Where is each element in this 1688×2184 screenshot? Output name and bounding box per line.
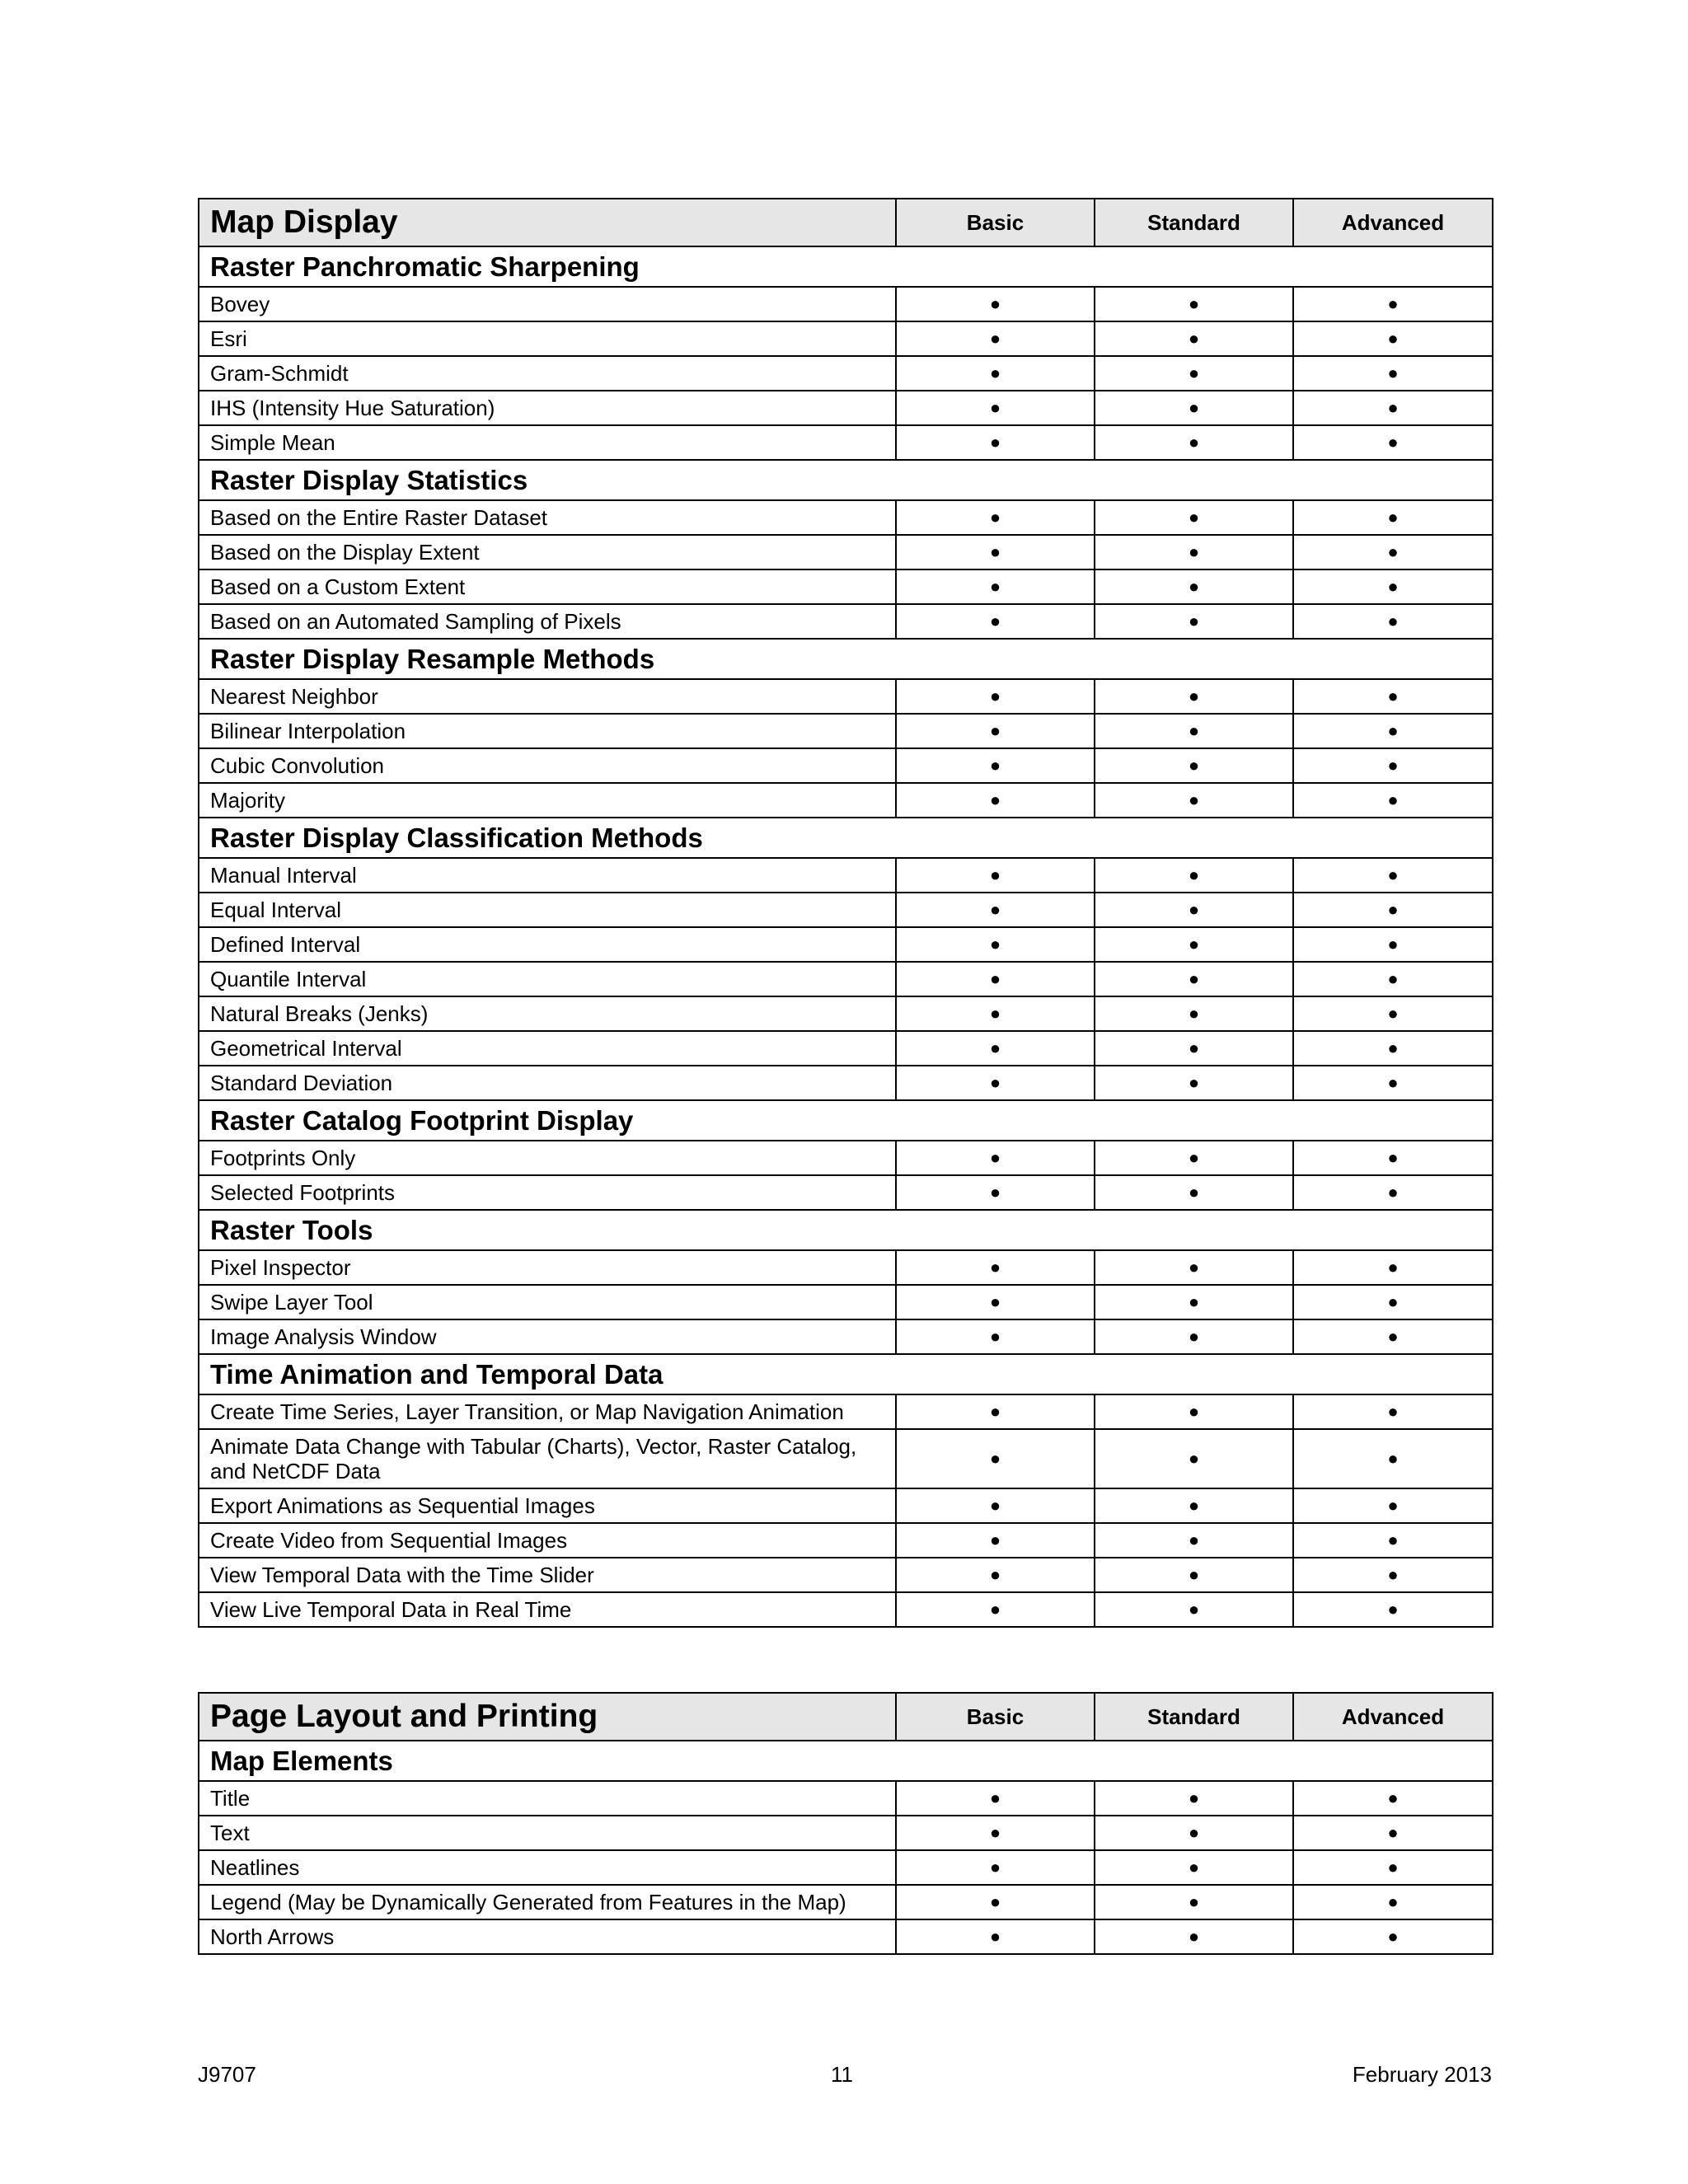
availability-dot-basic: ● (896, 1816, 1095, 1850)
table-row (199, 391, 1493, 425)
table-row (199, 321, 1493, 356)
availability-dot-basic: ● (896, 1066, 1095, 1100)
feature-name: View Live Temporal Data in Real Time (199, 1592, 896, 1627)
availability-dot-advanced: ● (1293, 535, 1493, 569)
table-title: Page Layout and Printing (199, 1693, 896, 1741)
availability-dot-advanced: ● (1293, 1250, 1493, 1285)
availability-dot-advanced: ● (1293, 1850, 1493, 1885)
availability-dot-basic: ● (896, 1488, 1095, 1523)
availability-dot-advanced: ● (1293, 391, 1493, 425)
availability-dot-basic: ● (896, 604, 1095, 639)
availability-dot-standard: ● (1095, 1592, 1293, 1627)
table-row (199, 1592, 1493, 1627)
availability-dot-standard: ● (1095, 1919, 1293, 1954)
availability-dot-basic: ● (896, 1319, 1095, 1354)
column-header-standard: Standard (1095, 199, 1293, 246)
page-layout-printing-table (198, 1692, 1493, 1955)
availability-dot-basic: ● (896, 1592, 1095, 1627)
table-row (199, 1488, 1493, 1523)
feature-name: Simple Mean (199, 425, 896, 460)
availability-dot-basic: ● (896, 927, 1095, 962)
availability-dot-basic: ● (896, 679, 1095, 714)
feature-name: Pixel Inspector (199, 1250, 896, 1285)
availability-dot-standard: ● (1095, 500, 1293, 535)
availability-dot-standard: ● (1095, 1250, 1293, 1285)
table-row (199, 425, 1493, 460)
availability-dot-advanced: ● (1293, 321, 1493, 356)
table-row (199, 1429, 1493, 1488)
availability-dot-basic: ● (896, 1175, 1095, 1210)
table-row (199, 679, 1493, 714)
availability-dot-advanced: ● (1293, 1558, 1493, 1592)
feature-name: Quantile Interval (199, 962, 896, 996)
availability-dot-standard: ● (1095, 783, 1293, 818)
feature-name: Legend (May be Dynamically Generated from Features in the Map) (199, 1885, 896, 1919)
column-header-basic: Basic (896, 1693, 1095, 1741)
feature-name: Text (199, 1816, 896, 1850)
availability-dot-standard: ● (1095, 996, 1293, 1031)
availability-dot-standard: ● (1095, 893, 1293, 927)
availability-dot-advanced: ● (1293, 356, 1493, 391)
availability-dot-standard: ● (1095, 535, 1293, 569)
availability-dot-standard: ● (1095, 1523, 1293, 1558)
feature-name: Gram-Schmidt (199, 356, 896, 391)
availability-dot-basic: ● (896, 569, 1095, 604)
feature-name: North Arrows (199, 1919, 896, 1954)
feature-name: Equal Interval (199, 893, 896, 927)
availability-dot-basic: ● (896, 1523, 1095, 1558)
availability-dot-basic: ● (896, 321, 1095, 356)
feature-name: Majority (199, 783, 896, 818)
availability-dot-standard: ● (1095, 356, 1293, 391)
availability-dot-standard: ● (1095, 1285, 1293, 1319)
availability-dot-basic: ● (896, 500, 1095, 535)
table-row (199, 714, 1493, 748)
availability-dot-advanced: ● (1293, 927, 1493, 962)
availability-dot-basic: ● (896, 1031, 1095, 1066)
footer-date: February 2013 (1352, 2062, 1492, 2087)
feature-name: Cubic Convolution (199, 748, 896, 783)
availability-dot-basic: ● (896, 1885, 1095, 1919)
availability-dot-advanced: ● (1293, 1066, 1493, 1100)
availability-dot-advanced: ● (1293, 287, 1493, 321)
availability-dot-basic: ● (896, 1394, 1095, 1429)
availability-dot-advanced: ● (1293, 748, 1493, 783)
table-row (199, 1031, 1493, 1066)
availability-dot-advanced: ● (1293, 1141, 1493, 1175)
availability-dot-standard: ● (1095, 1781, 1293, 1816)
availability-dot-advanced: ● (1293, 1429, 1493, 1488)
availability-dot-advanced: ● (1293, 1394, 1493, 1429)
section-title: Raster Display Resample Methods (199, 639, 1493, 679)
table-row (199, 748, 1493, 783)
table-row (199, 569, 1493, 604)
availability-dot-advanced: ● (1293, 1488, 1493, 1523)
availability-dot-basic: ● (896, 748, 1095, 783)
table-row (199, 1319, 1493, 1354)
availability-dot-basic: ● (896, 783, 1095, 818)
availability-dot-standard: ● (1095, 569, 1293, 604)
availability-dot-advanced: ● (1293, 996, 1493, 1031)
availability-dot-advanced: ● (1293, 500, 1493, 535)
availability-dot-basic: ● (896, 893, 1095, 927)
availability-dot-advanced: ● (1293, 858, 1493, 893)
feature-name: Animate Data Change with Tabular (Charts), Vector, Raster Catalog, and NetCDF Data (199, 1429, 896, 1488)
availability-dot-standard: ● (1095, 604, 1293, 639)
feature-name: Neatlines (199, 1850, 896, 1885)
section-title: Raster Catalog Footprint Display (199, 1100, 1493, 1141)
feature-name: Based on an Automated Sampling of Pixels (199, 604, 896, 639)
section-row (199, 246, 1493, 287)
availability-dot-standard: ● (1095, 1394, 1293, 1429)
table-row (199, 1781, 1493, 1816)
column-header-standard: Standard (1095, 1693, 1293, 1741)
availability-dot-standard: ● (1095, 1175, 1293, 1210)
availability-dot-advanced: ● (1293, 569, 1493, 604)
availability-dot-advanced: ● (1293, 1319, 1493, 1354)
feature-name: IHS (Intensity Hue Saturation) (199, 391, 896, 425)
availability-dot-basic: ● (896, 356, 1095, 391)
table-title: Map Display (199, 199, 896, 246)
table-row (199, 1141, 1493, 1175)
availability-dot-standard: ● (1095, 858, 1293, 893)
availability-dot-basic: ● (896, 391, 1095, 425)
feature-name: Natural Breaks (Jenks) (199, 996, 896, 1031)
availability-dot-advanced: ● (1293, 1919, 1493, 1954)
availability-dot-standard: ● (1095, 1816, 1293, 1850)
feature-name: Manual Interval (199, 858, 896, 893)
section-title: Time Animation and Temporal Data (199, 1354, 1493, 1394)
feature-name: Based on the Entire Raster Dataset (199, 500, 896, 535)
table-row (199, 1850, 1493, 1885)
table-row (199, 287, 1493, 321)
availability-dot-advanced: ● (1293, 783, 1493, 818)
section-title: Raster Tools (199, 1210, 1493, 1250)
availability-dot-advanced: ● (1293, 1885, 1493, 1919)
availability-dot-basic: ● (896, 962, 1095, 996)
availability-dot-basic: ● (896, 714, 1095, 748)
footer-page-number: 11 (831, 2062, 853, 2087)
availability-dot-standard: ● (1095, 748, 1293, 783)
section-title: Raster Display Classification Methods (199, 818, 1493, 858)
feature-name: Footprints Only (199, 1141, 896, 1175)
availability-dot-advanced: ● (1293, 425, 1493, 460)
availability-dot-advanced: ● (1293, 1592, 1493, 1627)
feature-name: Standard Deviation (199, 1066, 896, 1100)
section-title: Raster Display Statistics (199, 460, 1493, 500)
feature-name: Bilinear Interpolation (199, 714, 896, 748)
section-title: Map Elements (199, 1741, 1493, 1781)
feature-name: Create Video from Sequential Images (199, 1523, 896, 1558)
section-row (199, 639, 1493, 679)
availability-dot-basic: ● (896, 858, 1095, 893)
section-title: Raster Panchromatic Sharpening (199, 246, 1493, 287)
availability-dot-standard: ● (1095, 1066, 1293, 1100)
table-row (199, 927, 1493, 962)
table-row (199, 962, 1493, 996)
availability-dot-standard: ● (1095, 391, 1293, 425)
table-row (199, 996, 1493, 1031)
availability-dot-advanced: ● (1293, 1523, 1493, 1558)
table-row (199, 535, 1493, 569)
availability-dot-standard: ● (1095, 287, 1293, 321)
section-row (199, 1210, 1493, 1250)
section-row (199, 460, 1493, 500)
feature-name: Title (199, 1781, 896, 1816)
availability-dot-advanced: ● (1293, 714, 1493, 748)
availability-dot-standard: ● (1095, 679, 1293, 714)
feature-name: Geometrical Interval (199, 1031, 896, 1066)
availability-dot-advanced: ● (1293, 1031, 1493, 1066)
availability-dot-basic: ● (896, 996, 1095, 1031)
feature-name: Selected Footprints (199, 1175, 896, 1210)
availability-dot-standard: ● (1095, 1319, 1293, 1354)
map-display-table (198, 198, 1493, 1628)
column-header-basic: Basic (896, 199, 1095, 246)
table-row (199, 604, 1493, 639)
table-row (199, 356, 1493, 391)
availability-dot-basic: ● (896, 1850, 1095, 1885)
availability-dot-standard: ● (1095, 1488, 1293, 1523)
footer-document-id: J9707 (198, 2062, 256, 2087)
availability-dot-advanced: ● (1293, 604, 1493, 639)
availability-dot-basic: ● (896, 425, 1095, 460)
availability-dot-basic: ● (896, 535, 1095, 569)
table-row (199, 858, 1493, 893)
availability-dot-basic: ● (896, 287, 1095, 321)
availability-dot-standard: ● (1095, 1885, 1293, 1919)
section-row (199, 1100, 1493, 1141)
column-header-advanced: Advanced (1293, 199, 1493, 246)
table-row (199, 1250, 1493, 1285)
section-row (199, 1741, 1493, 1781)
availability-dot-basic: ● (896, 1141, 1095, 1175)
table-row (199, 893, 1493, 927)
table-row (199, 1919, 1493, 1954)
feature-name: View Temporal Data with the Time Slider (199, 1558, 896, 1592)
table-row (199, 1394, 1493, 1429)
table-row (199, 1816, 1493, 1850)
feature-name: Swipe Layer Tool (199, 1285, 896, 1319)
availability-dot-advanced: ● (1293, 679, 1493, 714)
availability-dot-standard: ● (1095, 321, 1293, 356)
feature-name: Based on the Display Extent (199, 535, 896, 569)
table-row (199, 1523, 1493, 1558)
availability-dot-standard: ● (1095, 962, 1293, 996)
availability-dot-basic: ● (896, 1285, 1095, 1319)
section-row (199, 1354, 1493, 1394)
availability-dot-basic: ● (896, 1781, 1095, 1816)
availability-dot-advanced: ● (1293, 1175, 1493, 1210)
table-row (199, 1558, 1493, 1592)
table-row (199, 1885, 1493, 1919)
availability-dot-basic: ● (896, 1429, 1095, 1488)
column-header-advanced: Advanced (1293, 1693, 1493, 1741)
feature-name: Defined Interval (199, 927, 896, 962)
availability-dot-advanced: ● (1293, 1816, 1493, 1850)
availability-dot-basic: ● (896, 1919, 1095, 1954)
feature-name: Create Time Series, Layer Transition, or Map Navigation Animation (199, 1394, 896, 1429)
availability-dot-standard: ● (1095, 927, 1293, 962)
table-row (199, 1066, 1493, 1100)
availability-dot-basic: ● (896, 1558, 1095, 1592)
availability-dot-standard: ● (1095, 1031, 1293, 1066)
availability-dot-standard: ● (1095, 1558, 1293, 1592)
feature-name: Bovey (199, 287, 896, 321)
section-row (199, 818, 1493, 858)
availability-dot-standard: ● (1095, 1141, 1293, 1175)
table-header-row (199, 1693, 1493, 1741)
table-row (199, 1285, 1493, 1319)
availability-dot-standard: ● (1095, 1429, 1293, 1488)
feature-name: Export Animations as Sequential Images (199, 1488, 896, 1523)
feature-name: Image Analysis Window (199, 1319, 896, 1354)
availability-dot-advanced: ● (1293, 1781, 1493, 1816)
availability-dot-advanced: ● (1293, 1285, 1493, 1319)
availability-dot-basic: ● (896, 1250, 1095, 1285)
availability-dot-standard: ● (1095, 714, 1293, 748)
feature-name: Nearest Neighbor (199, 679, 896, 714)
availability-dot-standard: ● (1095, 1850, 1293, 1885)
table-row (199, 500, 1493, 535)
availability-dot-advanced: ● (1293, 962, 1493, 996)
table-row (199, 783, 1493, 818)
availability-dot-advanced: ● (1293, 893, 1493, 927)
table-row (199, 1175, 1493, 1210)
feature-name: Esri (199, 321, 896, 356)
table-header-row (199, 199, 1493, 246)
feature-name: Based on a Custom Extent (199, 569, 896, 604)
availability-dot-standard: ● (1095, 425, 1293, 460)
